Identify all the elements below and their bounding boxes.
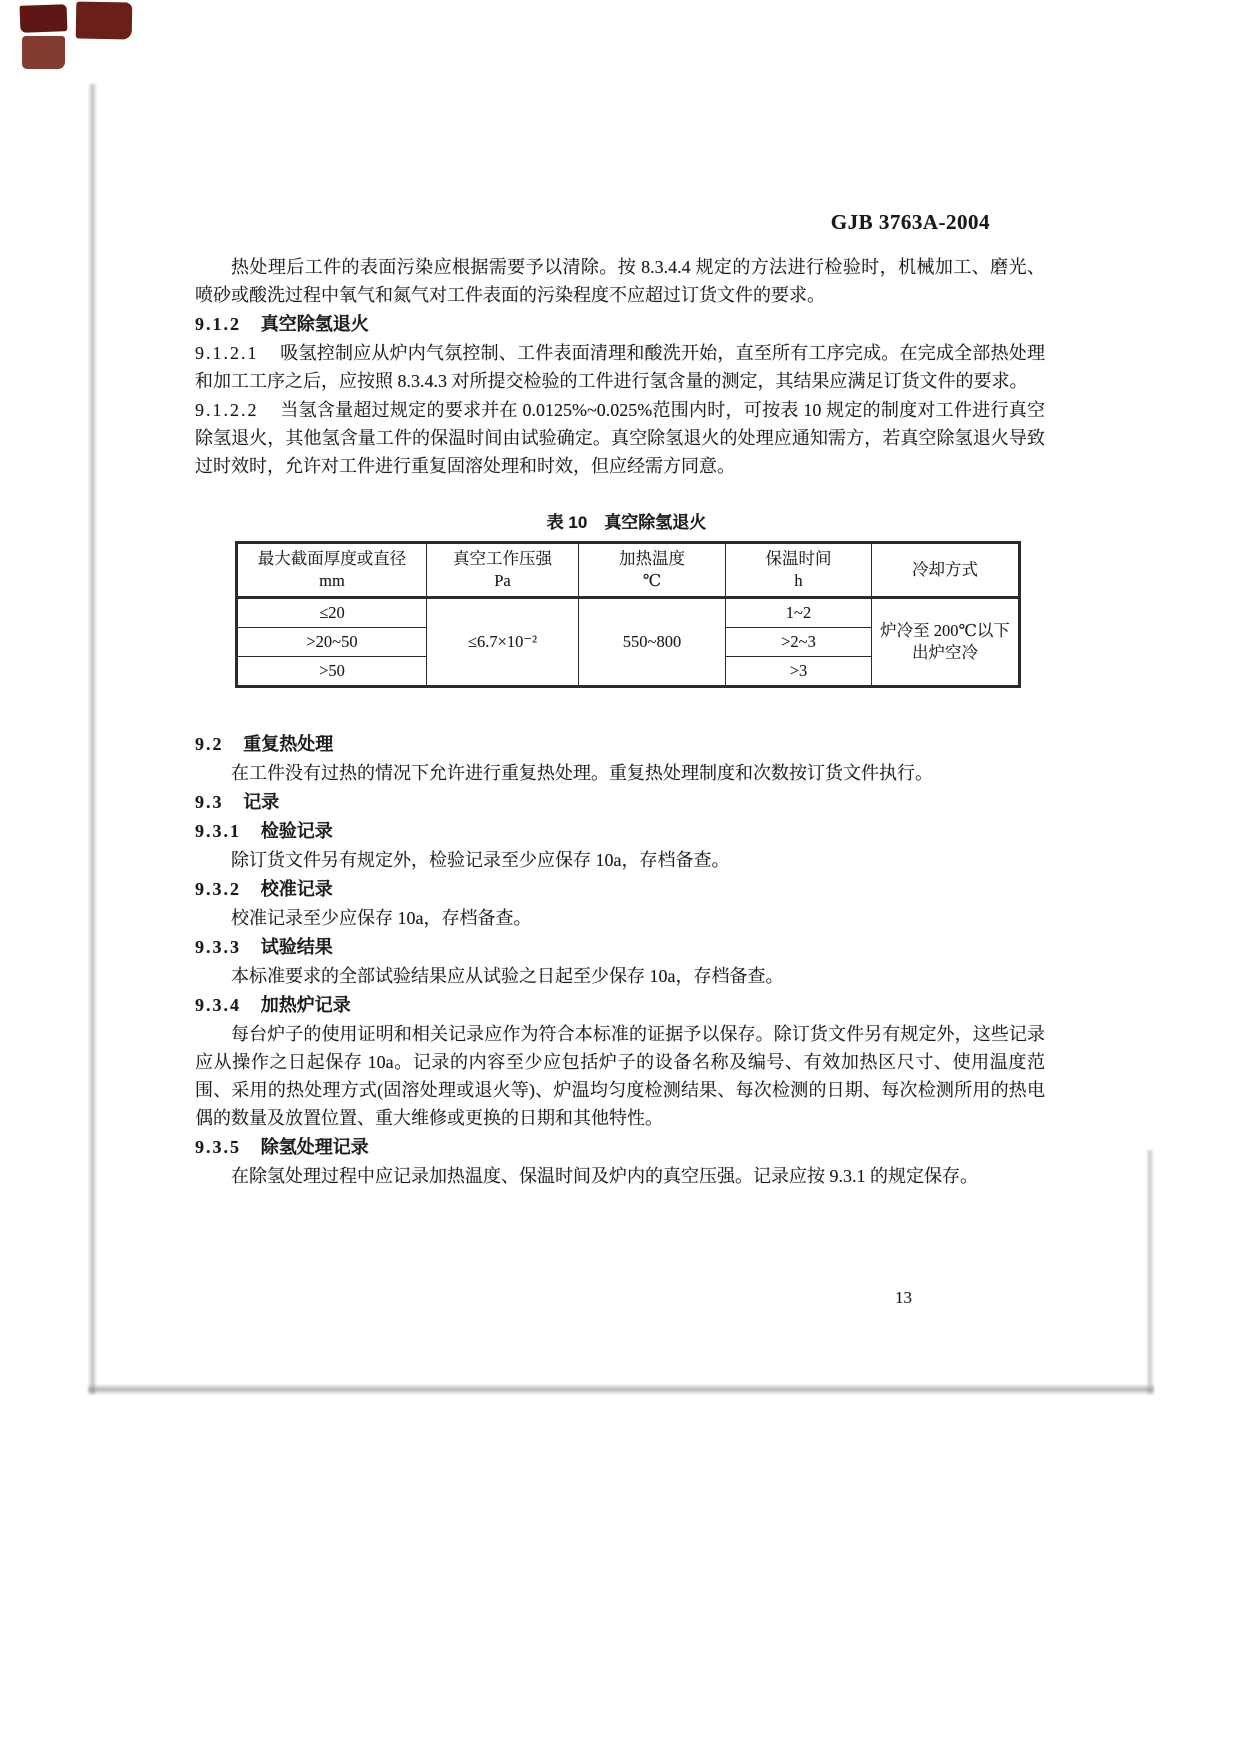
column-header-thickness bbox=[237, 543, 427, 598]
section-number: 9.3.4 bbox=[195, 995, 241, 1015]
cell-thickness-1: ≤20 bbox=[237, 598, 427, 628]
section-title: 记录 bbox=[243, 792, 280, 812]
paragraph-9-3-3: 本标准要求的全部试验结果应从试验之日起至少保存 10a，存档备查。 bbox=[231, 966, 784, 986]
section-number: 9.2 bbox=[195, 734, 224, 754]
document-content bbox=[195, 252, 1045, 1190]
scan-stain-top-left-1 bbox=[20, 4, 68, 33]
scan-edge-streak-bottom bbox=[88, 1384, 1154, 1395]
paragraph-9-3-1: 除订货文件另有规定外，检验记录至少应保存 10a，存档备查。 bbox=[231, 850, 730, 870]
paragraph-9-3-2: 校准记录至少应保存 10a，存档备查。 bbox=[231, 908, 532, 928]
clause-text: 吸氢控制应从炉内气氛控制、工件表面清理和酸洗开始，直至所有工序完成。在完成全部热处理和加工工序之后，应按照 8.3.4.3 对所提交检验的工件进行氢含量的测定，其结果应满足订货文件的要求。 bbox=[195, 343, 1045, 391]
table-caption-title: 真空除氢退火 bbox=[604, 513, 707, 532]
section-title: 重复热处理 bbox=[243, 734, 334, 754]
section-number: 9.3.2 bbox=[195, 879, 241, 899]
table-10-block bbox=[235, 510, 1018, 688]
section-number: 9.3.1 bbox=[195, 821, 241, 841]
column-unit: ℃ bbox=[642, 571, 662, 590]
cooling-line-1: 炉冷至 200℃以下 bbox=[880, 621, 1010, 640]
column-title: 真空工作压强 bbox=[453, 549, 552, 568]
column-title: 保温时间 bbox=[765, 549, 832, 568]
paragraph-9-1-2-1 bbox=[195, 339, 1045, 395]
column-header-pressure bbox=[427, 543, 579, 598]
clause-number: 9.1.2.2 bbox=[195, 400, 259, 420]
column-title: 冷却方式 bbox=[912, 560, 978, 579]
section-heading-9-3-4 bbox=[195, 991, 1045, 1019]
cell-holding-time-3: >3 bbox=[726, 657, 872, 687]
column-header-temperature bbox=[579, 543, 726, 598]
section-title: 加热炉记录 bbox=[260, 995, 351, 1015]
column-header-holding-time bbox=[726, 543, 872, 598]
table-caption bbox=[235, 510, 1018, 536]
section-heading-9-3-2 bbox=[195, 875, 1045, 903]
section-heading-9-1-2 bbox=[195, 310, 1045, 338]
section-title: 校准记录 bbox=[260, 879, 333, 899]
paragraph-9-3-5: 在除氢处理过程中应记录加热温度、保温时间及炉内的真空压强。记录应按 9.3.1 的规定保存。 bbox=[231, 1166, 978, 1186]
section-number: 9.3.3 bbox=[195, 937, 241, 957]
section-heading-9-3-5 bbox=[195, 1133, 1045, 1161]
cell-pressure: ≤6.7×10⁻² bbox=[427, 598, 579, 687]
cell-holding-time-2: >2~3 bbox=[726, 628, 872, 657]
standard-code: GJB 3763A-2004 bbox=[830, 210, 990, 234]
paragraph-9-3-4: 每台炉子的使用证明和相关记录应作为符合本标准的证据予以保存。除订货文件另有规定外，这些记录应从操作之日起保存 10a。记录的内容至少应包括炉子的设备名称及编号、有效加热区尺寸、使用温度范围、采用的热处理方式(固溶处理或退火等)、炉温均匀度检测结果、每次检测的日期、每次检测所用的热电偶的数量及放置位置、重大维修或更换的日期和其他特性。 bbox=[195, 1024, 1045, 1128]
column-unit: h bbox=[794, 571, 803, 590]
section-heading-9-3 bbox=[195, 788, 1045, 816]
scan-stain-top-left-2 bbox=[76, 2, 133, 40]
table-10 bbox=[235, 541, 1021, 688]
section-heading-9-3-3 bbox=[195, 933, 1045, 961]
clause-text: 当氢含量超过规定的要求并在 0.0125%~0.025%范围内时，可按表 10 规定的制度对工件进行真空除氢退火，其他氢含量工件的保温时间由试验确定。真空除氢退火的处理应通知需方，若真空除氢退火导致过时效时，允许对工件进行重复固溶处理和时效，但应经需方同意。 bbox=[195, 400, 1045, 476]
table-row bbox=[237, 598, 1020, 628]
column-unit: mm bbox=[319, 571, 345, 590]
column-title: 最大截面厚度或直径 bbox=[257, 549, 407, 568]
page-number: 13 bbox=[895, 1288, 912, 1307]
cell-holding-time-1: 1~2 bbox=[726, 598, 872, 628]
column-unit: Pa bbox=[494, 571, 511, 590]
scan-edge-streak-left bbox=[88, 84, 97, 1394]
section-heading-9-3-1 bbox=[195, 817, 1045, 845]
scan-stain-top-left-3 bbox=[22, 36, 65, 69]
paragraph-surface-contamination: 热处理后工件的表面污染应根据需要予以清除。按 8.3.4.4 规定的方法进行检验时，机械加工、磨光、喷砂或酸洗过程中氧气和氮气对工件表面的污染程度不应超过订货文件的要求。 bbox=[195, 257, 1045, 305]
column-title: 加热温度 bbox=[619, 549, 685, 568]
paragraph-9-1-2-2 bbox=[195, 396, 1045, 480]
clause-number: 9.1.2.1 bbox=[195, 343, 259, 363]
section-number: 9.1.2 bbox=[195, 314, 241, 334]
table-caption-label: 表 10 bbox=[546, 513, 588, 532]
cell-thickness-2: >20~50 bbox=[237, 628, 427, 657]
section-title: 检验记录 bbox=[260, 821, 333, 841]
cell-cooling bbox=[872, 598, 1020, 687]
section-title: 试验结果 bbox=[260, 937, 333, 957]
section-number: 9.3 bbox=[195, 792, 224, 812]
section-title: 除氢处理记录 bbox=[260, 1137, 369, 1157]
table-header-row bbox=[237, 543, 1020, 598]
section-title: 真空除氢退火 bbox=[260, 314, 369, 334]
column-header-cooling bbox=[872, 543, 1020, 598]
scan-edge-streak-right bbox=[1146, 1150, 1154, 1394]
section-number: 9.3.5 bbox=[195, 1137, 241, 1157]
cell-thickness-3: >50 bbox=[237, 657, 427, 687]
paragraph-9-2: 在工件没有过热的情况下允许进行重复热处理。重复热处理制度和次数按订货文件执行。 bbox=[231, 763, 933, 783]
section-heading-9-2 bbox=[195, 730, 1045, 758]
cooling-line-2: 出炉空冷 bbox=[912, 643, 978, 662]
cell-temperature: 550~800 bbox=[579, 598, 726, 687]
